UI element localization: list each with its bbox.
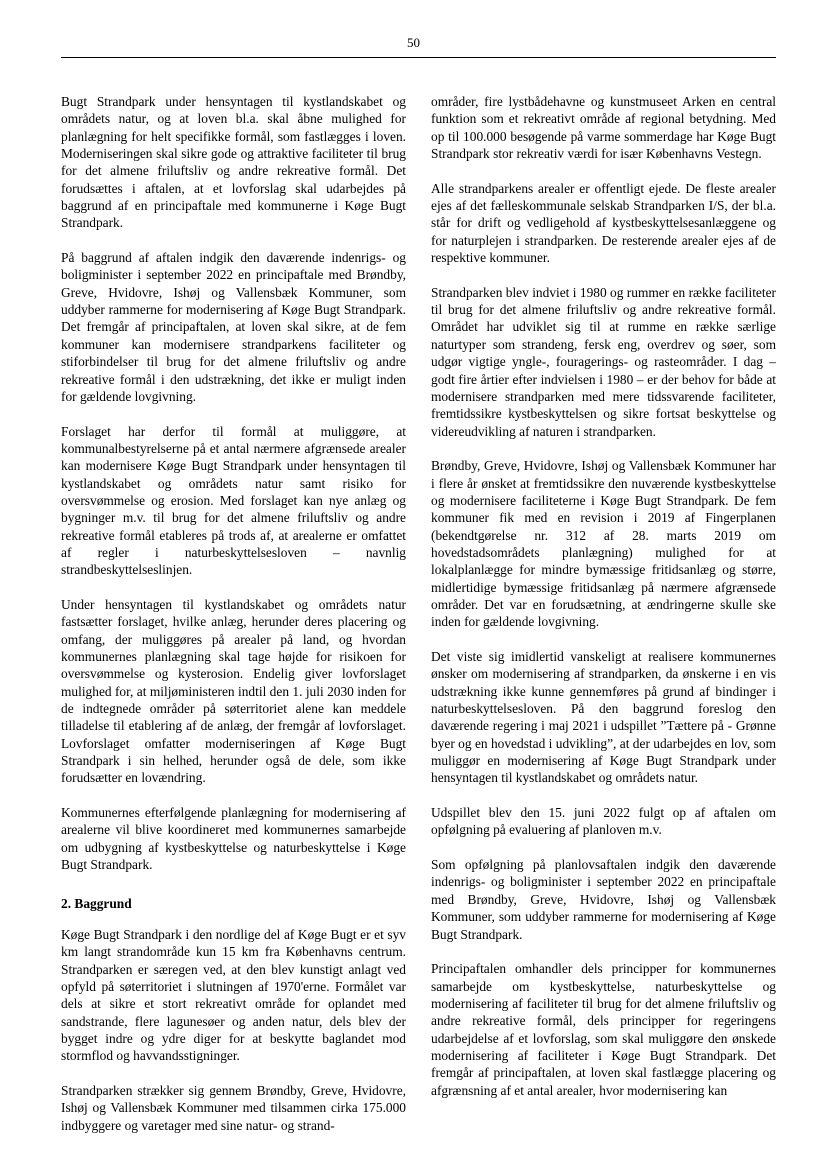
paragraph: Under hensyntagen til kystlandskabet og områdets natur fastsætter forslaget, hvilke anlæg, herunder deres placering og omfang, der muliggøres på arealer på land, og hvordan kommunernes planlægning skal tage højde for risikoen for oversvømmelse og kysterosion. Endelig giver lovforslaget mulighed for, at miljøministeren indtil den 1. juli 2030 inden for de indtegnede områder på søterritoriet alene kan meddele tilladelse til etablering af de anlæg, der fremgår af lovforslaget. Lovforslaget omfatter moderniseringen af Køge Bugt Strandpark i sin helhed, herunder også de dele, som ikke forudsætter en lovændring. [61, 596, 406, 786]
paragraph: Alle strandparkens arealer er offentligt ejede. De fleste arealer ejes af det fælleskommunale selskab Strandparken I/S, der bl.a. står for drift og vedligehold af kystbeskyttelsesanlæggene og for naturplejen i strandparken. De resterende arealer ejes af de respektive kommuner. [431, 180, 776, 266]
paragraph: Som opfølgning på planlovsaftalen indgik den daværende indenrigs- og boligminister i september 2022 en principaftale med Brøndby, Greve, Hvidovre, Ishøj og Vallensbæk Kommuner, som uddyber rammerne for modernisering af Køge Bugt Strandpark. [431, 857, 776, 942]
paragraph: Brøndby, Greve, Hvidovre, Ishøj og Vallensbæk Kommuner har i flere år ønsket at fremtidssikre den nuværende kystbeskyttelse og modernisere faciliteterne i Køge Bugt Strandpark. De fem kommuner fik med en revision i 2019 af Fingerplanen (bekendtgørelse nr. 312 af 28. marts 2019 om hovedstadsområdets planlægning) mulighed for at lokalplanlægge for mindre bymæssige fritidsanlæg og større, midlertidige bymæssige fritidsanlæg på nærmere afgrænsede områder. Det var en forudsætning, at ændringerne skulle ske inden for gældende lovgivning. [431, 458, 776, 630]
paragraph: Strandparken strækker sig gennem Brøndby, Greve, Hvidovre, Ishøj og Vallensbæk Kommuner med tilsammen cirka 175.000 indbyggere og varetager med sine natur- og strand- [61, 1082, 406, 1133]
paragraph: Bugt Strandpark under hensyntagen til kystlandskabet og områdets natur, og at loven bl.a. skal åbne mulighed for planlægning for helt specifikke formål, som fastlægges i loven. Moderniseringen skal sikre gode og attraktive faciliteter til brug for det almene friluftsliv og andre rekreative formål. Det forudsættes i aftalen, at et lovforslag skal udarbejdes på baggrund af en principaftale med kommunerne i Køge Bugt Strandpark. [61, 94, 406, 231]
header-rule [61, 57, 776, 58]
page-header [0, 35, 827, 50]
section-heading-baggrund: 2. Baggrund [61, 895, 132, 911]
paragraph: På baggrund af aftalen indgik den daværende indenrigs- og boligminister i september 2022 en principaftale med Brøndby, Greve, Hvidovre, Ishøj og Vallensbæk Kommuner, som uddyber rammerne for modernisering af Køge Bugt Strandpark. Det fremgår af principaftalen, at loven skal sikre, at de fem kommuner kan modernisere strandparkens faciliteter og stiforbindelser til brug for det almene friluftsliv og andre rekreative formål i den udstrækning, det ikke er muligt inden for gældende lovgivning. [61, 250, 406, 404]
paragraph: Principaftalen omhandler dels principper for kommunernes samarbejde om kystbeskyttelse, naturbeskyttelse og modernisering af faciliteter til brug for det almene friluftsliv og andre rekreative formål, dels principper for regeringens udarbejdelse af et lovforslag, som skal muliggøre den ønskede modernisering af faciliteter i Køge Bugt Strandpark. Det fremgår af principaftalen, at loven skal fastlægge placering og afgrænsning af et antal arealer, hvor modernisering kan [431, 961, 776, 1098]
left-column [61, 93, 406, 1134]
right-column [431, 93, 776, 1134]
paragraph: Kommunernes efterfølgende planlægning for modernisering af arealerne vil blive koordineret med kommunernes samarbejde om udbygning af kystbeskyttelse og naturbeskyttelse i Køge Bugt Strandpark. [61, 805, 406, 873]
paragraph: Køge Bugt Strandpark i den nordlige del af Køge Bugt er et syv km langt strandområde kun 15 km fra Københavns centrum. Strandparken er særegen ved, at den blev kunstigt anlagt ved opfyld på søterritoriet i slutningen af 1970'erne. Formålet var dels at sikre et stort rekreativt område for oplandet med sandstrande, flere lagunesøer og anden natur, dels blev der bygget indre og ydre diger for at beskytte baglandet mod stormflod og havvandsstigninger. [61, 926, 406, 1064]
paragraph: områder, fire lystbådehavne og kunstmuseet Arken en central funktion som et rekreativt område af regional betydning. Med op til 100.000 besøgende på varme sommerdage har Køge Bugt Strandpark stor rekreativ værdi for især Københavns Vestegn. [431, 94, 776, 162]
page-number: 50 [407, 35, 420, 50]
text-columns [61, 93, 776, 1134]
paragraph: Forslaget har derfor til formål at muliggøre, at kommunalbestyrelserne på et antal nærmere afgrænsede arealer kan modernisere Køge Bugt Strandpark under hensyntagen til kystlandskabet og områdets natur samt risiko for oversvømmelse og erosion. Med forslaget kan nye anlæg og bygninger m.v. til brug for det almene friluftsliv og andre rekreative formål etableres på trods af, at arealerne er omfattet af regler i naturbeskyttelsesloven – navnlig strandbeskyttelseslinjen. [61, 423, 406, 578]
page-content [61, 57, 776, 1134]
paragraph: Det viste sig imidlertid vanskeligt at realisere kommunernes ønsker om modernisering af strandparken, da ønskerne i en vis udstrækning ikke kunne gennemføres på grund af bindinger i naturbeskyttelsesloven. På den baggrund foreslog den daværende regering i maj 2021 i udspillet ”Tættere på - Grønne byer og en hovedstad i udvikling”, at der udarbejdes en lov, som muliggør en modernisering af Køge Bugt Strandpark under hensyntagen til kystlandskabet og områdets natur. [431, 649, 776, 786]
paragraph: Strandparken blev indviet i 1980 og rummer en række faciliteter til brug for det almene friluftsliv og andre rekreative formål. Området har udviklet sig til at rumme en række særlige naturtyper som strandeng, fersk eng, overdrev og søer, som udgør vigtige yngle-, fouragerings- og rasteområder. I dag – godt fire årtier efter indvielsen i 1980 – er der behov for både at modernisere strandparken med mere tidssvarende faciliteter, fremtidssikre kystbeskyttelsen og sikre fortsat beskyttelse og videreudvikling af naturen i strandparken. [431, 284, 776, 439]
paragraph: Udspillet blev den 15. juni 2022 fulgt op af aftalen om opfølgning på evaluering af planloven m.v. [431, 805, 776, 838]
